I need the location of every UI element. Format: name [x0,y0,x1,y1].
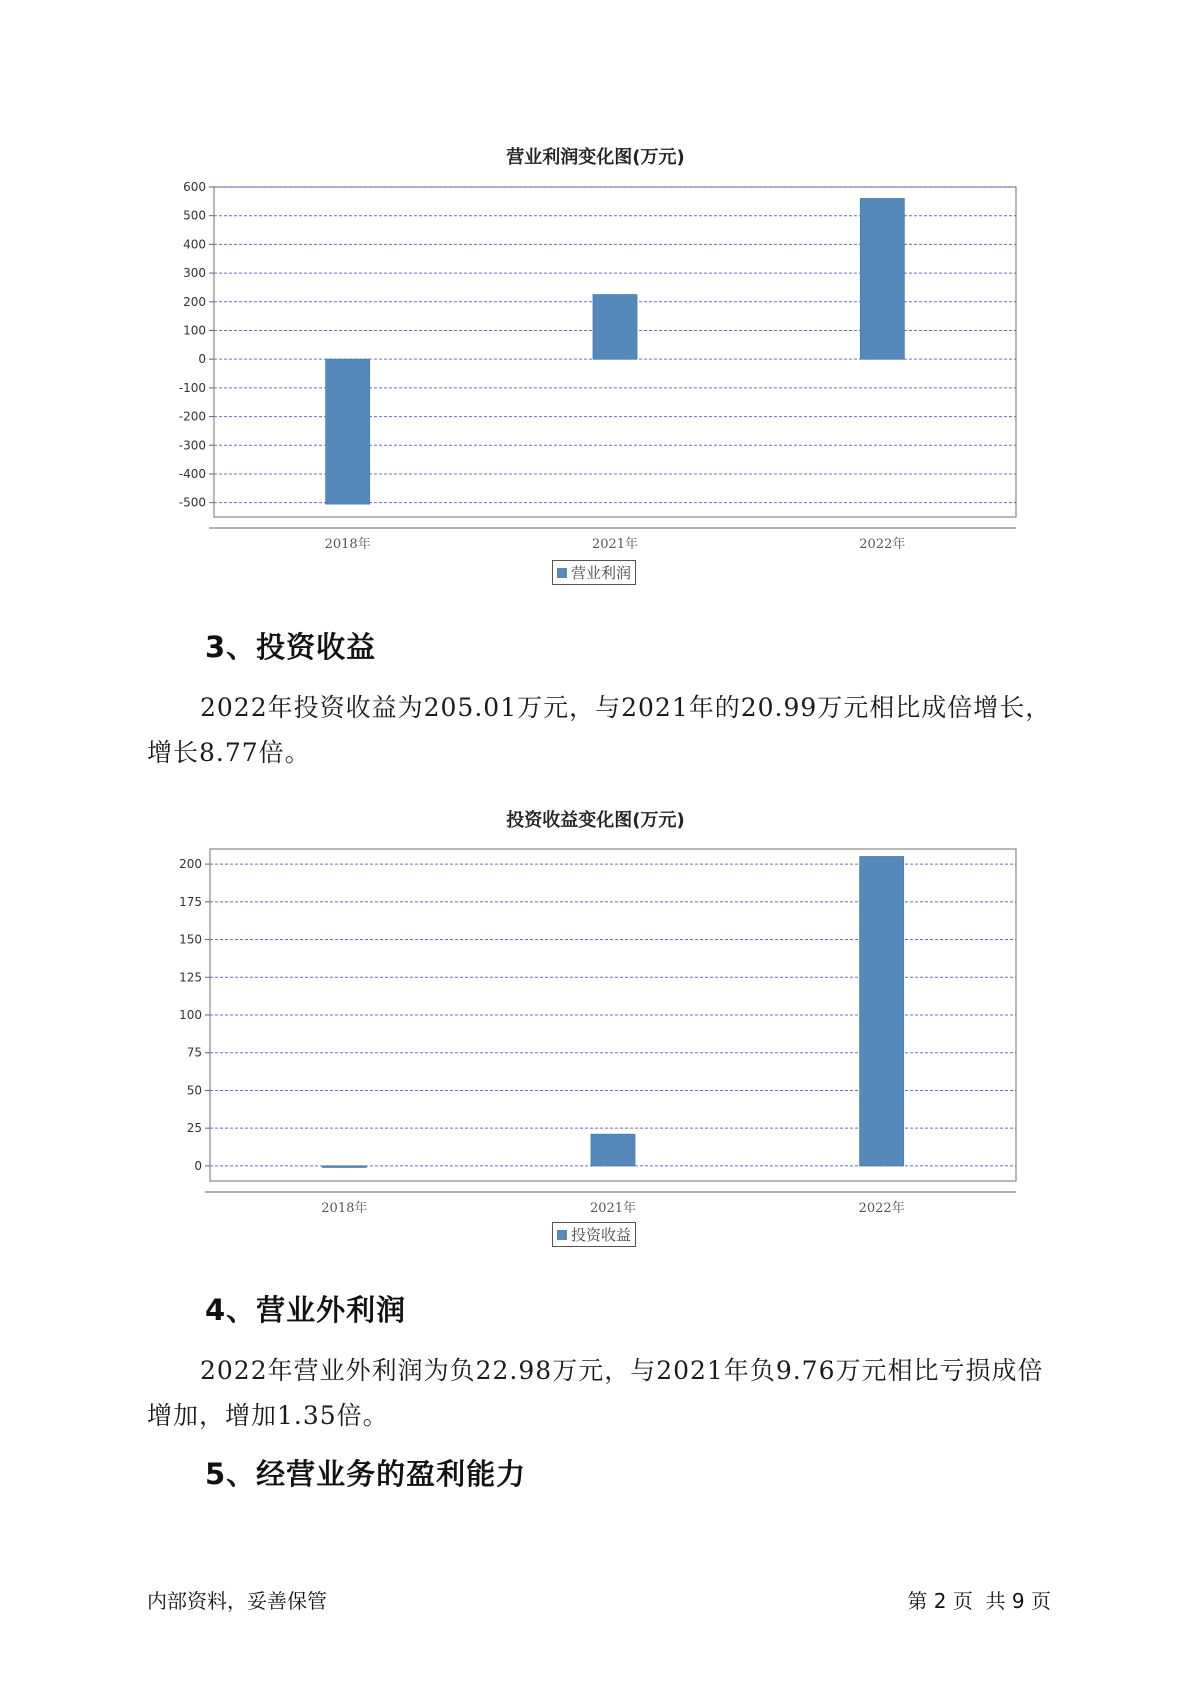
chart1-ytick-label: -200 [178,409,206,424]
chart2-ytick-label: 200 [179,857,202,872]
chart1-ytick-label: 300 [183,266,206,281]
chart1-ytick-label: 500 [183,208,206,223]
chart1-ytick-label: 200 [183,294,206,309]
chart2-investment-income [0,845,1191,1215]
chart2-xtick-label: 2021年 [589,1201,637,1215]
chart2-ytick-label: 175 [179,894,202,909]
chart1-operating-profit [0,175,1191,565]
footer-page-number: 第 2 页 共 9 页 [907,1589,1051,1613]
chart1-title: 营业利润变化图(万元) [506,147,685,168]
chart2-bar-2022年 [860,857,904,1166]
section5-heading: 5、经营业务的盈利能力 [205,1457,527,1491]
chart1-legend [552,560,636,585]
section3-paragraph: 2022年投资收益为205.01万元，与2021年的20.99万元相比成倍增长，增长8.77倍。 [147,693,1052,767]
section4-heading: 4、营业外利润 [205,1293,407,1327]
chart1-legend-swatch [557,568,567,578]
chart1-ytick-label: -100 [178,380,206,395]
chart2-ytick-label: 125 [179,970,202,985]
chart2-bar-2018年 [322,1166,366,1168]
section3-heading: 3、投资收益 [205,630,377,664]
chart1-bar-2021年 [593,295,637,360]
chart2-title: 投资收益变化图(万元) [506,810,685,831]
chart2-bar-2021年 [591,1134,635,1166]
chart2-xtick-label: 2018年 [321,1201,368,1215]
chart2-ytick-label: 150 [179,932,202,947]
chart2-ytick-label: 75 [186,1045,202,1060]
chart1-ytick-label: -400 [178,466,206,481]
chart2-ytick-label: 50 [186,1083,202,1098]
chart1-ytick-label: 0 [198,352,206,367]
chart1-bar-2022年 [860,198,904,359]
chart1-legend-label: 营业利润 [571,564,632,582]
chart1-ytick-label: 600 [183,180,206,194]
chart2-legend-swatch [557,1230,567,1240]
footer-left: 内部资料，妥善保管 [147,1589,327,1613]
chart2-legend-label: 投资收益 [571,1226,632,1244]
chart1-xtick-label: 2022年 [859,537,906,552]
chart1-bar-2018年 [326,359,370,504]
chart1-xtick-label: 2021年 [591,537,639,552]
chart1-ytick-label: -300 [178,438,206,453]
section4-paragraph: 2022年营业外利润为负22.98万元，与2021年负9.76万元相比亏损成倍增加，增加1.35倍。 [147,1356,1044,1430]
chart1-ytick-label: 100 [183,323,206,338]
chart2-ytick-label: 0 [194,1158,202,1173]
chart1-ytick-label: -500 [178,495,206,510]
chart1-xtick-label: 2018年 [324,537,371,552]
chart2-xtick-label: 2022年 [858,1201,905,1215]
chart2-legend [552,1222,636,1247]
chart1-ytick-label: 400 [183,237,206,252]
chart2-ytick-label: 100 [179,1008,202,1022]
chart2-ytick-label: 25 [186,1121,202,1136]
